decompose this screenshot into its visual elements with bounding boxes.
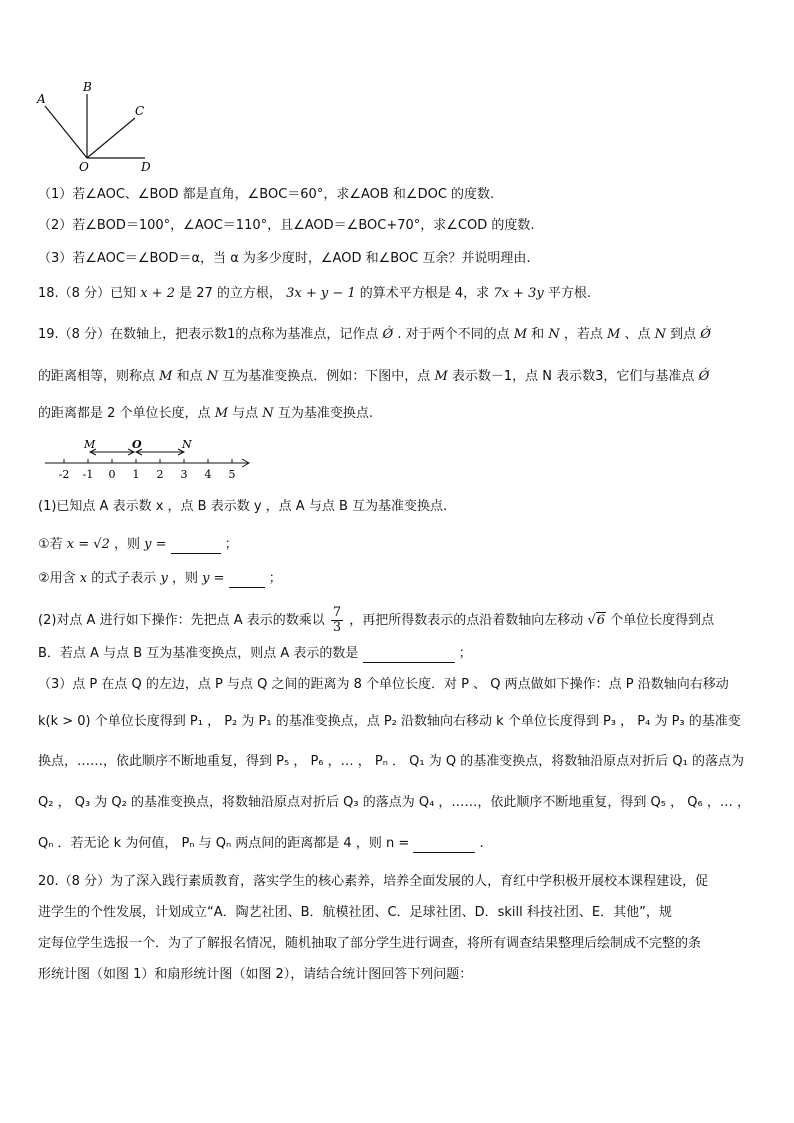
q17-part1: （1）若∠AOC、∠BOD 都是直角，∠BOC＝60°，求∠AOB 和∠DOC 的度数.: [38, 187, 495, 202]
label-o: O: [79, 160, 89, 174]
answer-blank[interactable]: [229, 573, 265, 588]
q19-part1: (1)已知点 A 表示数 x ，点 B 表示数 y ，点 A 与点 B 互为基准变换点.: [38, 499, 448, 514]
label-a: A: [37, 92, 46, 106]
label-b: B: [83, 80, 92, 94]
q18-expr-3: 7x + 3y: [493, 286, 544, 301]
q19-l1d: 和: [531, 327, 545, 342]
fraction-7-3: [331, 606, 343, 635]
tick-label: -2: [58, 468, 70, 481]
q19-l1g: M: [607, 327, 621, 342]
q19-l1b: . 对于两个不同的点: [397, 327, 510, 342]
q19-line2: [38, 368, 758, 386]
q19-s3-l5b: .: [479, 836, 484, 851]
answer-blank[interactable]: [363, 648, 455, 663]
q19-s1a-expr: x = √2: [66, 537, 110, 552]
tick-label: 3: [180, 468, 188, 481]
q19-l1c: M: [513, 327, 528, 342]
q19-s1b-mid: 的式子表示: [91, 571, 157, 586]
q19-part3-line1: （3）点 P 在点 Q 的左边，点 P 与点 Q 之间的距离为 8 个单位长度．对 P 、 Q 两点做如下操作：点 P 沿数轴向右移动: [38, 677, 729, 692]
q19-l2f: M: [434, 369, 448, 384]
number-line-figure: [42, 436, 257, 484]
q19-l2b: M: [159, 369, 173, 384]
angle-figure: [30, 78, 160, 178]
q19-l1i: N: [654, 327, 666, 342]
ray-oa: [45, 106, 87, 158]
label-d: D: [141, 160, 151, 174]
fraction-denominator: 3: [332, 620, 342, 635]
tick-label: -1: [82, 468, 94, 481]
fraction-numerator: 7: [332, 605, 342, 620]
q18-expr-2: 3x + y − 1: [286, 286, 356, 301]
q20-line1: 20.（8 分）为了深入践行素质教育，落实学生的核心素养，培养全面发展的人，育红中学积极开展校本课程建设，促: [38, 874, 709, 889]
q19-l1e: N: [548, 327, 560, 342]
q19-s2-l2b: ；: [458, 646, 472, 661]
q19-part2-line1: [38, 606, 758, 635]
base-point-symbol: Ǿ: [698, 369, 710, 384]
q19-s1b-y2: y =: [202, 571, 225, 586]
q19-l3c: 与点: [232, 406, 259, 421]
q19-l1j: 到点: [670, 327, 697, 342]
q19-l3d: N: [262, 406, 274, 421]
q19-part3-line5: [38, 835, 758, 853]
q19-l3e: 互为基准变换点.: [277, 406, 373, 421]
label-o-base: O: [132, 438, 142, 451]
q19-l2a: 的距离相等，则称点: [38, 369, 156, 384]
q19-s1a-pre: ①若: [38, 537, 63, 552]
q19-s1a-mid: ，则: [113, 537, 140, 552]
ray-oc: [87, 118, 135, 158]
q19-l2c: 和点: [176, 369, 203, 384]
sqrt-6: √6: [587, 613, 606, 628]
q19-part3-line2: k(k > 0) 个单位长度得到 P₁ ， P₂ 为 P₁ 的基准变换点，点 P₂ 沿数轴向右移动 k 个单位长度得到 P₃ ， P₄ 为 P₃ 的基准变: [38, 714, 741, 729]
q19-s1a-y: y =: [144, 537, 167, 552]
q20-line4: 形统计图（如图 1）和扇形统计图（如图 2），请结合统计图回答下列问题：: [38, 967, 473, 982]
label-n: N: [182, 438, 192, 451]
q18-text-a: 18.（8 分）已知: [38, 286, 137, 301]
q19-l3b: M: [214, 406, 228, 421]
base-point-symbol: Ǿ: [382, 327, 394, 342]
tick-label: 1: [132, 468, 140, 481]
q17-part3: （3）若∠AOC＝∠BOD＝α，当 α 为多少度时，∠AOD 和∠BOC 互余？并说明理由.: [38, 251, 531, 266]
q19-s1b-x: x: [79, 571, 88, 586]
q19-part2-line2: [38, 645, 758, 663]
q19-l1h: 、点: [624, 327, 651, 342]
q19-l2e: 互为基准变换点．例如：下图中，点: [222, 369, 431, 384]
q20-line3: 定每位学生选报一个．为了了解报名情况，随机抽取了部分学生进行调查，将所有调查结果整理后绘制成不完整的条: [38, 936, 702, 951]
q18-text-b: 是 27 的立方根，: [179, 286, 282, 301]
q19-s2-l1a: (2)对点 A 进行如下操作：先把点 A 表示的数乘以: [38, 613, 325, 628]
q19-s1b-y: y: [160, 571, 168, 586]
q18-text-d: 平方根.: [547, 286, 591, 301]
q19-l2d: N: [206, 369, 219, 384]
answer-blank[interactable]: [171, 539, 221, 554]
q19-s1b-mid2: ，则: [171, 571, 198, 586]
tick-label: 0: [108, 468, 116, 481]
q19-s2-l1b: ，再把所得数表示的点沿着数轴向左移动: [349, 613, 584, 628]
q18-text-c: 的算术平方根是 4，求: [359, 286, 490, 301]
q20-line2: 进学生的个性发展，计划成立“A．陶艺社团、B．航模社团、C．足球社团、D．skill 科技社团、E．其他”，规: [38, 905, 672, 920]
q19-s1b-end: ；: [268, 571, 282, 586]
number-line-ticks: [59, 459, 236, 481]
sqrt-radicand: 6: [596, 613, 606, 628]
answer-blank[interactable]: [413, 838, 475, 853]
q19-part1-a: [38, 536, 758, 554]
tick-label: 2: [156, 468, 164, 481]
q19-line1: [38, 326, 758, 344]
q19-l3a: 的距离都是 2 个单位长度，点: [38, 406, 211, 421]
q19-s2-l1c: 个单位长度得到点: [610, 613, 715, 628]
q19-s3-l5a: Qₙ ．若无论 k 为何值， Pₙ 与 Qₙ 两点间的距离都是 4 ，则 n =: [38, 836, 410, 851]
q19-l2g: 表示数－1，点 N 表示数3，它们与基准点: [451, 369, 695, 384]
q19-line3: [38, 405, 758, 423]
q19-part3-line4: Q₂ ， Q₃ 为 Q₂ 的基准变换点，将数轴沿原点对折后 Q₃ 的落点为 Q₄ ，……，依此顺序不断地重复，得到 Q₅ ， Q₆ ，… ，: [38, 795, 750, 810]
base-point-symbol: Ǿ: [700, 327, 711, 342]
q17-part2: （2）若∠BOD＝100°，∠AOC＝110°，且∠AOD＝∠BOC+70°，求∠COD 的度数.: [38, 218, 535, 233]
q19-s2-l2a: B．若点 A 与点 B 互为基准变换点，则点 A 表示的数是: [38, 646, 359, 661]
tick-label: 5: [228, 468, 236, 481]
q19-l1a: 19.（8 分）在数轴上，把表示数1的点称为基准点，记作点: [38, 327, 379, 342]
q19-s1a-end: ；: [224, 537, 238, 552]
q19-part1-b: [38, 570, 758, 588]
q18-expr-1: x + 2: [140, 286, 175, 301]
label-c: C: [135, 104, 145, 118]
q19-l1f: ，若点: [563, 327, 603, 342]
q19-s1b-pre: ②用含: [38, 571, 76, 586]
label-m: M: [84, 438, 96, 451]
q19-part3-line3: 换点，……，依此顺序不断地重复，得到 P₅ ， P₆ ，… ， Pₙ ． Q₁ 为 Q 的基准变换点，将数轴沿原点对折后 Q₁ 的落点为: [38, 754, 744, 769]
q18: [38, 285, 758, 303]
tick-label: 4: [204, 468, 212, 481]
